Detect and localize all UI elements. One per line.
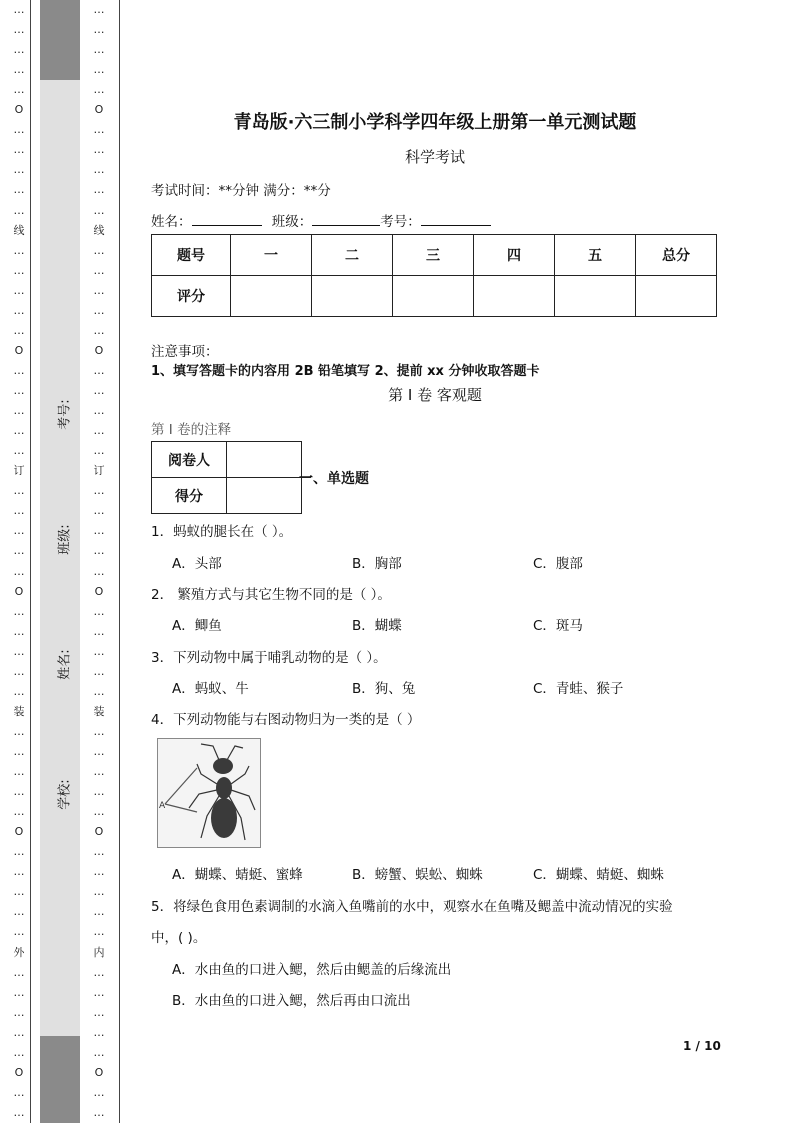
outer-binding-mark: O (14, 825, 24, 838)
outer-binding-mark: … (13, 745, 25, 758)
score-table-cell: 一 (231, 235, 312, 276)
inner-binding-mark: O (94, 103, 104, 116)
number-label: 考号： (380, 214, 421, 230)
question-4-option-a[interactable]: A．蝴蝶、蜻蜓、蜜蜂 (172, 867, 303, 883)
outer-binding-mark: 订 (13, 464, 25, 477)
score-input-cell[interactable] (231, 276, 312, 317)
inner-binding-mark: … (93, 3, 105, 16)
inner-binding-mark: … (93, 424, 105, 437)
inner-binding-mark: … (93, 905, 105, 918)
inner-binding-mark: … (93, 785, 105, 798)
score-table-cell: 五 (555, 235, 636, 276)
inner-binding-mark: … (93, 765, 105, 778)
question-5-option-a[interactable]: A．水由鱼的口进入鳃，然后由鳃盖的后缘流出 (172, 962, 452, 978)
page-number: 1 / 10 (683, 1039, 721, 1053)
score-table-score-row (152, 276, 717, 317)
inner-binding-mark: … (93, 1046, 105, 1059)
inner-binding-mark: … (93, 324, 105, 337)
outer-binding-mark: 线 (13, 224, 25, 237)
outer-binding-mark: … (13, 966, 25, 979)
exam-info: 考试时间：**分钟 满分：**分 (151, 183, 331, 199)
inner-binding-mark: O (94, 585, 104, 598)
outer-binding-mark: … (13, 845, 25, 858)
ant-figure (157, 738, 261, 848)
question-5-stem-line2: 中，( )。 (151, 930, 207, 946)
outer-binding-mark: … (13, 204, 25, 217)
outer-binding-mark: O (14, 1066, 24, 1079)
inner-binding-mark: … (93, 143, 105, 156)
inner-binding-mark: … (93, 23, 105, 36)
question-5-option-b[interactable]: B．水由鱼的口进入鳃，然后再由口流出 (172, 993, 411, 1009)
class-label: 班级： (271, 214, 313, 230)
inner-binding-mark: … (93, 204, 105, 217)
inner-binding-mark: … (93, 986, 105, 999)
score-table-cell: 总分 (636, 235, 717, 276)
outer-binding-mark: … (13, 986, 25, 999)
inner-binding-mark: 线 (93, 224, 105, 237)
outer-binding-mark: … (13, 524, 25, 537)
outer-binding-mark: … (13, 484, 25, 497)
outer-binding-mark: … (13, 384, 25, 397)
inner-binding-mark: … (93, 183, 105, 196)
question-2-option-a[interactable]: A．鲫鱼 (172, 618, 222, 634)
notice-title: 注意事项： (151, 344, 219, 360)
number-field[interactable] (421, 211, 491, 226)
outer-binding-mark: … (13, 284, 25, 297)
inner-binding-mark: … (93, 605, 105, 618)
inner-binding-mark: … (93, 83, 105, 96)
outer-binding-mark: … (13, 304, 25, 317)
question-3-option-c[interactable]: C．青蛙、猴子 (533, 681, 624, 697)
inner-binding-mark: 内 (93, 946, 105, 959)
inner-binding-mark: O (94, 825, 104, 838)
question-1-option-b[interactable]: B．胸部 (352, 556, 402, 572)
inner-binding-mark: … (93, 1086, 105, 1099)
score-table-header-row (152, 235, 717, 276)
inner-binding-mark: … (93, 966, 105, 979)
inner-binding-mark: … (93, 1006, 105, 1019)
inner-binding-mark: O (94, 344, 104, 357)
outer-binding-mark: … (13, 404, 25, 417)
outer-binding-mark: … (13, 1026, 25, 1039)
grader-label: 阅卷人 (152, 442, 227, 478)
outer-binding-mark: … (13, 183, 25, 196)
side-field-name: 姓名: (57, 649, 73, 680)
side-field-number: 考号: (57, 399, 73, 430)
outer-binding-mark: … (13, 43, 25, 56)
score-table (151, 234, 717, 317)
name-label: 姓名： (151, 214, 192, 230)
inner-binding-mark: … (93, 524, 105, 537)
inner-binding-mark: … (93, 284, 105, 297)
outer-binding-mark: … (13, 424, 25, 437)
inner-binding-marks (90, 0, 108, 1123)
outer-binding-mark: … (13, 1006, 25, 1019)
outer-binding-mark: … (13, 805, 25, 818)
volume-note: 第 I 卷的注释 (151, 422, 232, 438)
question-4-option-b[interactable]: B．螃蟹、蜈蚣、蜘蛛 (352, 867, 483, 883)
outer-binding-mark: … (13, 1086, 25, 1099)
inner-binding-mark: … (93, 625, 105, 638)
inner-binding-mark: … (93, 565, 105, 578)
inner-binding-mark: … (93, 484, 105, 497)
inner-binding-mark: … (93, 43, 105, 56)
inner-binding-mark: … (93, 444, 105, 457)
binding-bottom-block (40, 1036, 80, 1123)
score-input-cell[interactable] (227, 478, 302, 514)
grader-table (151, 441, 302, 514)
question-3-stem: 3．下列动物中属于哺乳动物的是（ ）。 (151, 650, 387, 666)
inner-binding-mark: … (93, 925, 105, 938)
outer-binding-mark: … (13, 3, 25, 16)
outer-binding-mark: … (13, 865, 25, 878)
inner-binding-mark: … (93, 865, 105, 878)
score-label: 得分 (152, 478, 227, 514)
page-title: 青岛版·六三制小学科学四年级上册第一单元测试题 (233, 112, 637, 133)
inner-binding-mark: … (93, 123, 105, 136)
outer-binding-mark: 外 (13, 946, 25, 959)
outer-binding-mark: … (13, 605, 25, 618)
outer-binding-line (30, 0, 31, 1123)
notice-text: 1、填写答题卡的内容用 2B 铅笔填写 2、提前 xx 分钟收取答题卡 (151, 364, 540, 379)
outer-binding-mark: … (13, 725, 25, 738)
outer-binding-marks (10, 0, 28, 1123)
question-1-option-c[interactable]: C．腹部 (533, 556, 583, 572)
outer-binding-mark: O (14, 344, 24, 357)
outer-binding-mark: … (13, 143, 25, 156)
inner-binding-mark: … (93, 665, 105, 678)
inner-binding-mark: … (93, 1106, 105, 1119)
outer-binding-mark: … (13, 504, 25, 517)
inner-binding-mark: O (94, 1066, 104, 1079)
question-1-stem: 1．蚂蚁的腿长在（ ）。 (151, 524, 293, 540)
score-table-cell: 题号 (152, 235, 231, 276)
outer-binding-mark: … (13, 765, 25, 778)
inner-binding-mark: … (93, 304, 105, 317)
binding-grey-bar (40, 0, 80, 1123)
score-input-cell[interactable] (474, 276, 555, 317)
outer-binding-mark: … (13, 163, 25, 176)
inner-binding-mark: … (93, 725, 105, 738)
side-field-school: 学校: (57, 779, 73, 810)
inner-binding-mark: … (93, 404, 105, 417)
outer-binding-mark: … (13, 23, 25, 36)
inner-binding-mark: … (93, 63, 105, 76)
question-5-stem-line1: 5．将绿色食用色素调制的水滴入鱼嘴前的水中，观察水在鱼嘴及鳃盖中流动情况的实验 (151, 899, 673, 915)
inner-binding-mark: … (93, 384, 105, 397)
outer-binding-mark: … (13, 244, 25, 257)
outer-binding-mark: … (13, 885, 25, 898)
part-title: 一、单选题 (299, 471, 369, 487)
outer-binding-mark: … (13, 264, 25, 277)
score-table-cell: 评分 (152, 276, 231, 317)
score-input-cell[interactable] (312, 276, 393, 317)
question-2-stem: 2． 繁殖方式与其它生物不同的是（ ）。 (151, 587, 391, 603)
outer-binding-mark: … (13, 544, 25, 557)
binding-top-block (40, 0, 80, 80)
grader-input-cell[interactable] (227, 442, 302, 478)
inner-binding-line (119, 0, 120, 1123)
outer-binding-mark: … (13, 565, 25, 578)
name-field[interactable] (192, 211, 262, 226)
inner-binding-mark: … (93, 364, 105, 377)
side-field-class: 班级: (57, 524, 73, 555)
question-2-option-c[interactable]: C．斑马 (533, 618, 583, 634)
outer-binding-mark: … (13, 905, 25, 918)
inner-binding-mark: … (93, 244, 105, 257)
question-2-option-b[interactable]: B．蝴蝶 (352, 618, 402, 634)
outer-binding-mark: … (13, 83, 25, 96)
outer-binding-mark: … (13, 685, 25, 698)
question-4-stem: 4．下列动物能与右图动物归为一类的是（ ） (151, 712, 421, 728)
outer-binding-mark: … (13, 1046, 25, 1059)
outer-binding-mark: … (13, 625, 25, 638)
question-3-option-a[interactable]: A．蚂蚁、牛 (172, 681, 249, 697)
outer-binding-mark: … (13, 123, 25, 136)
class-field[interactable] (312, 211, 380, 226)
inner-binding-mark: … (93, 163, 105, 176)
volume-title: 第 I 卷 客观题 (388, 386, 482, 404)
outer-binding-mark: … (13, 444, 25, 457)
inner-binding-mark: … (93, 645, 105, 658)
inner-binding-mark: 装 (93, 705, 105, 718)
inner-binding-mark: … (93, 885, 105, 898)
question-1-option-a[interactable]: A．头部 (172, 556, 222, 572)
page-subtitle: 科学考试 (404, 148, 465, 166)
score-table-cell: 二 (312, 235, 393, 276)
inner-binding-mark: … (93, 264, 105, 277)
outer-binding-mark: … (13, 925, 25, 938)
score-input-cell[interactable] (393, 276, 474, 317)
outer-binding-mark: … (13, 63, 25, 76)
outer-binding-mark: … (13, 785, 25, 798)
outer-binding-mark: … (13, 1106, 25, 1119)
score-table-cell: 三 (393, 235, 474, 276)
inner-binding-mark: … (93, 1026, 105, 1039)
outer-binding-mark: … (13, 364, 25, 377)
question-3-option-b[interactable]: B．狗、兔 (352, 681, 416, 697)
inner-binding-mark: … (93, 504, 105, 517)
outer-binding-mark: … (13, 645, 25, 658)
question-4-option-c[interactable]: C．蝴蝶、蜻蜓、蜘蛛 (533, 867, 664, 883)
student-info-line (151, 210, 491, 230)
inner-binding-mark: … (93, 544, 105, 557)
outer-binding-mark: 装 (13, 705, 25, 718)
inner-binding-mark: … (93, 685, 105, 698)
figure-label: A (159, 801, 166, 811)
inner-binding-mark: 订 (93, 464, 105, 477)
score-table-cell: 四 (474, 235, 555, 276)
inner-binding-mark: … (93, 845, 105, 858)
inner-binding-mark: … (93, 805, 105, 818)
outer-binding-mark: O (14, 585, 24, 598)
outer-binding-mark: … (13, 665, 25, 678)
score-input-cell[interactable] (636, 276, 717, 317)
outer-binding-mark: … (13, 324, 25, 337)
score-input-cell[interactable] (555, 276, 636, 317)
inner-binding-mark: … (93, 745, 105, 758)
outer-binding-mark: O (14, 103, 24, 116)
